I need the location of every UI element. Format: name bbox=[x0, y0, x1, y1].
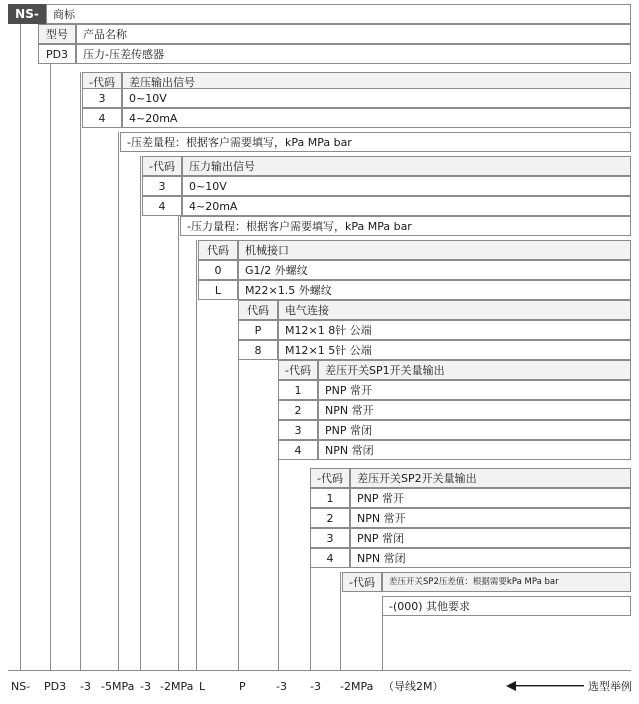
drop-line-7 bbox=[196, 240, 197, 670]
brand-code: NS- bbox=[8, 4, 46, 24]
sp2-option-4-desc: NPN 常闭 bbox=[350, 548, 631, 568]
p-signal-option-4-code: 4 bbox=[142, 196, 182, 216]
drop-line-6 bbox=[178, 216, 179, 670]
pd3-desc: 压力-压差传感器 bbox=[76, 44, 631, 64]
sp2-option-1-code: 1 bbox=[310, 488, 350, 508]
p-signal-option-3-desc: 0~10V bbox=[182, 176, 631, 196]
sp1-option-4-desc: NPN 常闭 bbox=[318, 440, 631, 460]
sp1-option-1-code: 1 bbox=[278, 380, 318, 400]
drop-line-3 bbox=[80, 72, 81, 670]
sp1-option-2-code: 2 bbox=[278, 400, 318, 420]
sp2-option-3-code: 3 bbox=[310, 528, 350, 548]
sp2-option-3-desc: PNP 常闭 bbox=[350, 528, 631, 548]
example-arrow-icon bbox=[506, 678, 584, 694]
summary-item-11: （导线2M） bbox=[383, 680, 444, 693]
summary-item-2: -3 bbox=[80, 679, 91, 693]
sp1-option-4-code: 4 bbox=[278, 440, 318, 460]
sp2-code-header: -代码 bbox=[310, 468, 350, 488]
dp-signal-code-header: -代码 bbox=[82, 72, 122, 92]
drop-line-1 bbox=[20, 24, 21, 670]
dp-signal-desc-header: 差压输出信号 bbox=[122, 72, 631, 92]
model-code: 型号 bbox=[38, 24, 76, 44]
summary-item-7: P bbox=[239, 679, 246, 693]
brand-desc: 商标 bbox=[46, 4, 631, 24]
mechanical-code-header: 代码 bbox=[198, 240, 238, 260]
mechanical-option-l-desc: M22×1.5 外螺纹 bbox=[238, 280, 631, 300]
dp-signal-option-3-code: 3 bbox=[82, 88, 122, 108]
p-signal-option-4-desc: 4~20mA bbox=[182, 196, 631, 216]
sp1-code-header: -代码 bbox=[278, 360, 318, 380]
sp2-desc-header: 差压开关SP2开关量输出 bbox=[350, 468, 631, 488]
drop-line-2 bbox=[50, 44, 51, 670]
electrical-option-8-desc: M12×1 5针 公端 bbox=[278, 340, 631, 360]
summary-item-8: -3 bbox=[276, 679, 287, 693]
sp2-value-desc-header: 差压开关SP2压差值：根据需要kPa MPa bar bbox=[382, 572, 631, 592]
dp-signal-option-4-desc: 4~20mA bbox=[122, 108, 631, 128]
summary-item-4: -3 bbox=[140, 679, 151, 693]
summary-item-5: -2MPa bbox=[160, 679, 194, 693]
p-signal-desc-header: 压力输出信号 bbox=[182, 156, 631, 176]
mechanical-desc-header: 机械接口 bbox=[238, 240, 631, 260]
summary-item-1: PD3 bbox=[44, 679, 67, 693]
electrical-code-header: 代码 bbox=[238, 300, 278, 320]
mechanical-option-0-desc: G1/2 外螺纹 bbox=[238, 260, 631, 280]
drop-line-4 bbox=[118, 132, 119, 670]
summary-divider-top bbox=[8, 670, 631, 671]
dp-range-desc: -压差量程：根据客户需要填写，kPa MPa bar bbox=[120, 132, 631, 152]
drop-line-5 bbox=[140, 156, 141, 670]
electrical-desc-header: 电气连接 bbox=[278, 300, 631, 320]
p-signal-option-3-code: 3 bbox=[142, 176, 182, 196]
electrical-option-p-desc: M12×1 8针 公端 bbox=[278, 320, 631, 340]
summary-item-6: L bbox=[199, 679, 206, 693]
p-signal-code-header: -代码 bbox=[142, 156, 182, 176]
drop-line-11 bbox=[340, 572, 341, 670]
electrical-option-p-code: P bbox=[238, 320, 278, 340]
summary-item-9: -3 bbox=[310, 679, 321, 693]
other-requirements-desc: -(000) 其他要求 bbox=[382, 596, 631, 616]
p-range-desc: -压力量程：根据客户需要填写，kPa MPa bar bbox=[180, 216, 631, 236]
sp2-option-4-code: 4 bbox=[310, 548, 350, 568]
example-note: 选型举例 bbox=[588, 680, 632, 693]
sp1-option-3-desc: PNP 常闭 bbox=[318, 420, 631, 440]
electrical-option-8-code: 8 bbox=[238, 340, 278, 360]
sp2-value-code-header: -代码 bbox=[342, 572, 382, 592]
sp2-option-2-code: 2 bbox=[310, 508, 350, 528]
pd3-code: PD3 bbox=[38, 44, 76, 64]
sp1-option-3-code: 3 bbox=[278, 420, 318, 440]
sp2-option-1-desc: PNP 常开 bbox=[350, 488, 631, 508]
summary-item-10: -2MPa bbox=[340, 679, 374, 693]
model-desc: 产品名称 bbox=[76, 24, 631, 44]
mechanical-option-l-code: L bbox=[198, 280, 238, 300]
sp1-desc-header: 差压开关SP1开关量输出 bbox=[318, 360, 631, 380]
dp-signal-option-4-code: 4 bbox=[82, 108, 122, 128]
sp2-option-2-desc: NPN 常开 bbox=[350, 508, 631, 528]
summary-item-0: NS- bbox=[11, 679, 31, 693]
sp1-option-2-desc: NPN 常开 bbox=[318, 400, 631, 420]
summary-item-3: -5MPa bbox=[101, 679, 135, 693]
dp-signal-option-3-desc: 0~10V bbox=[122, 88, 631, 108]
mechanical-option-0-code: 0 bbox=[198, 260, 238, 280]
sp1-option-1-desc: PNP 常开 bbox=[318, 380, 631, 400]
